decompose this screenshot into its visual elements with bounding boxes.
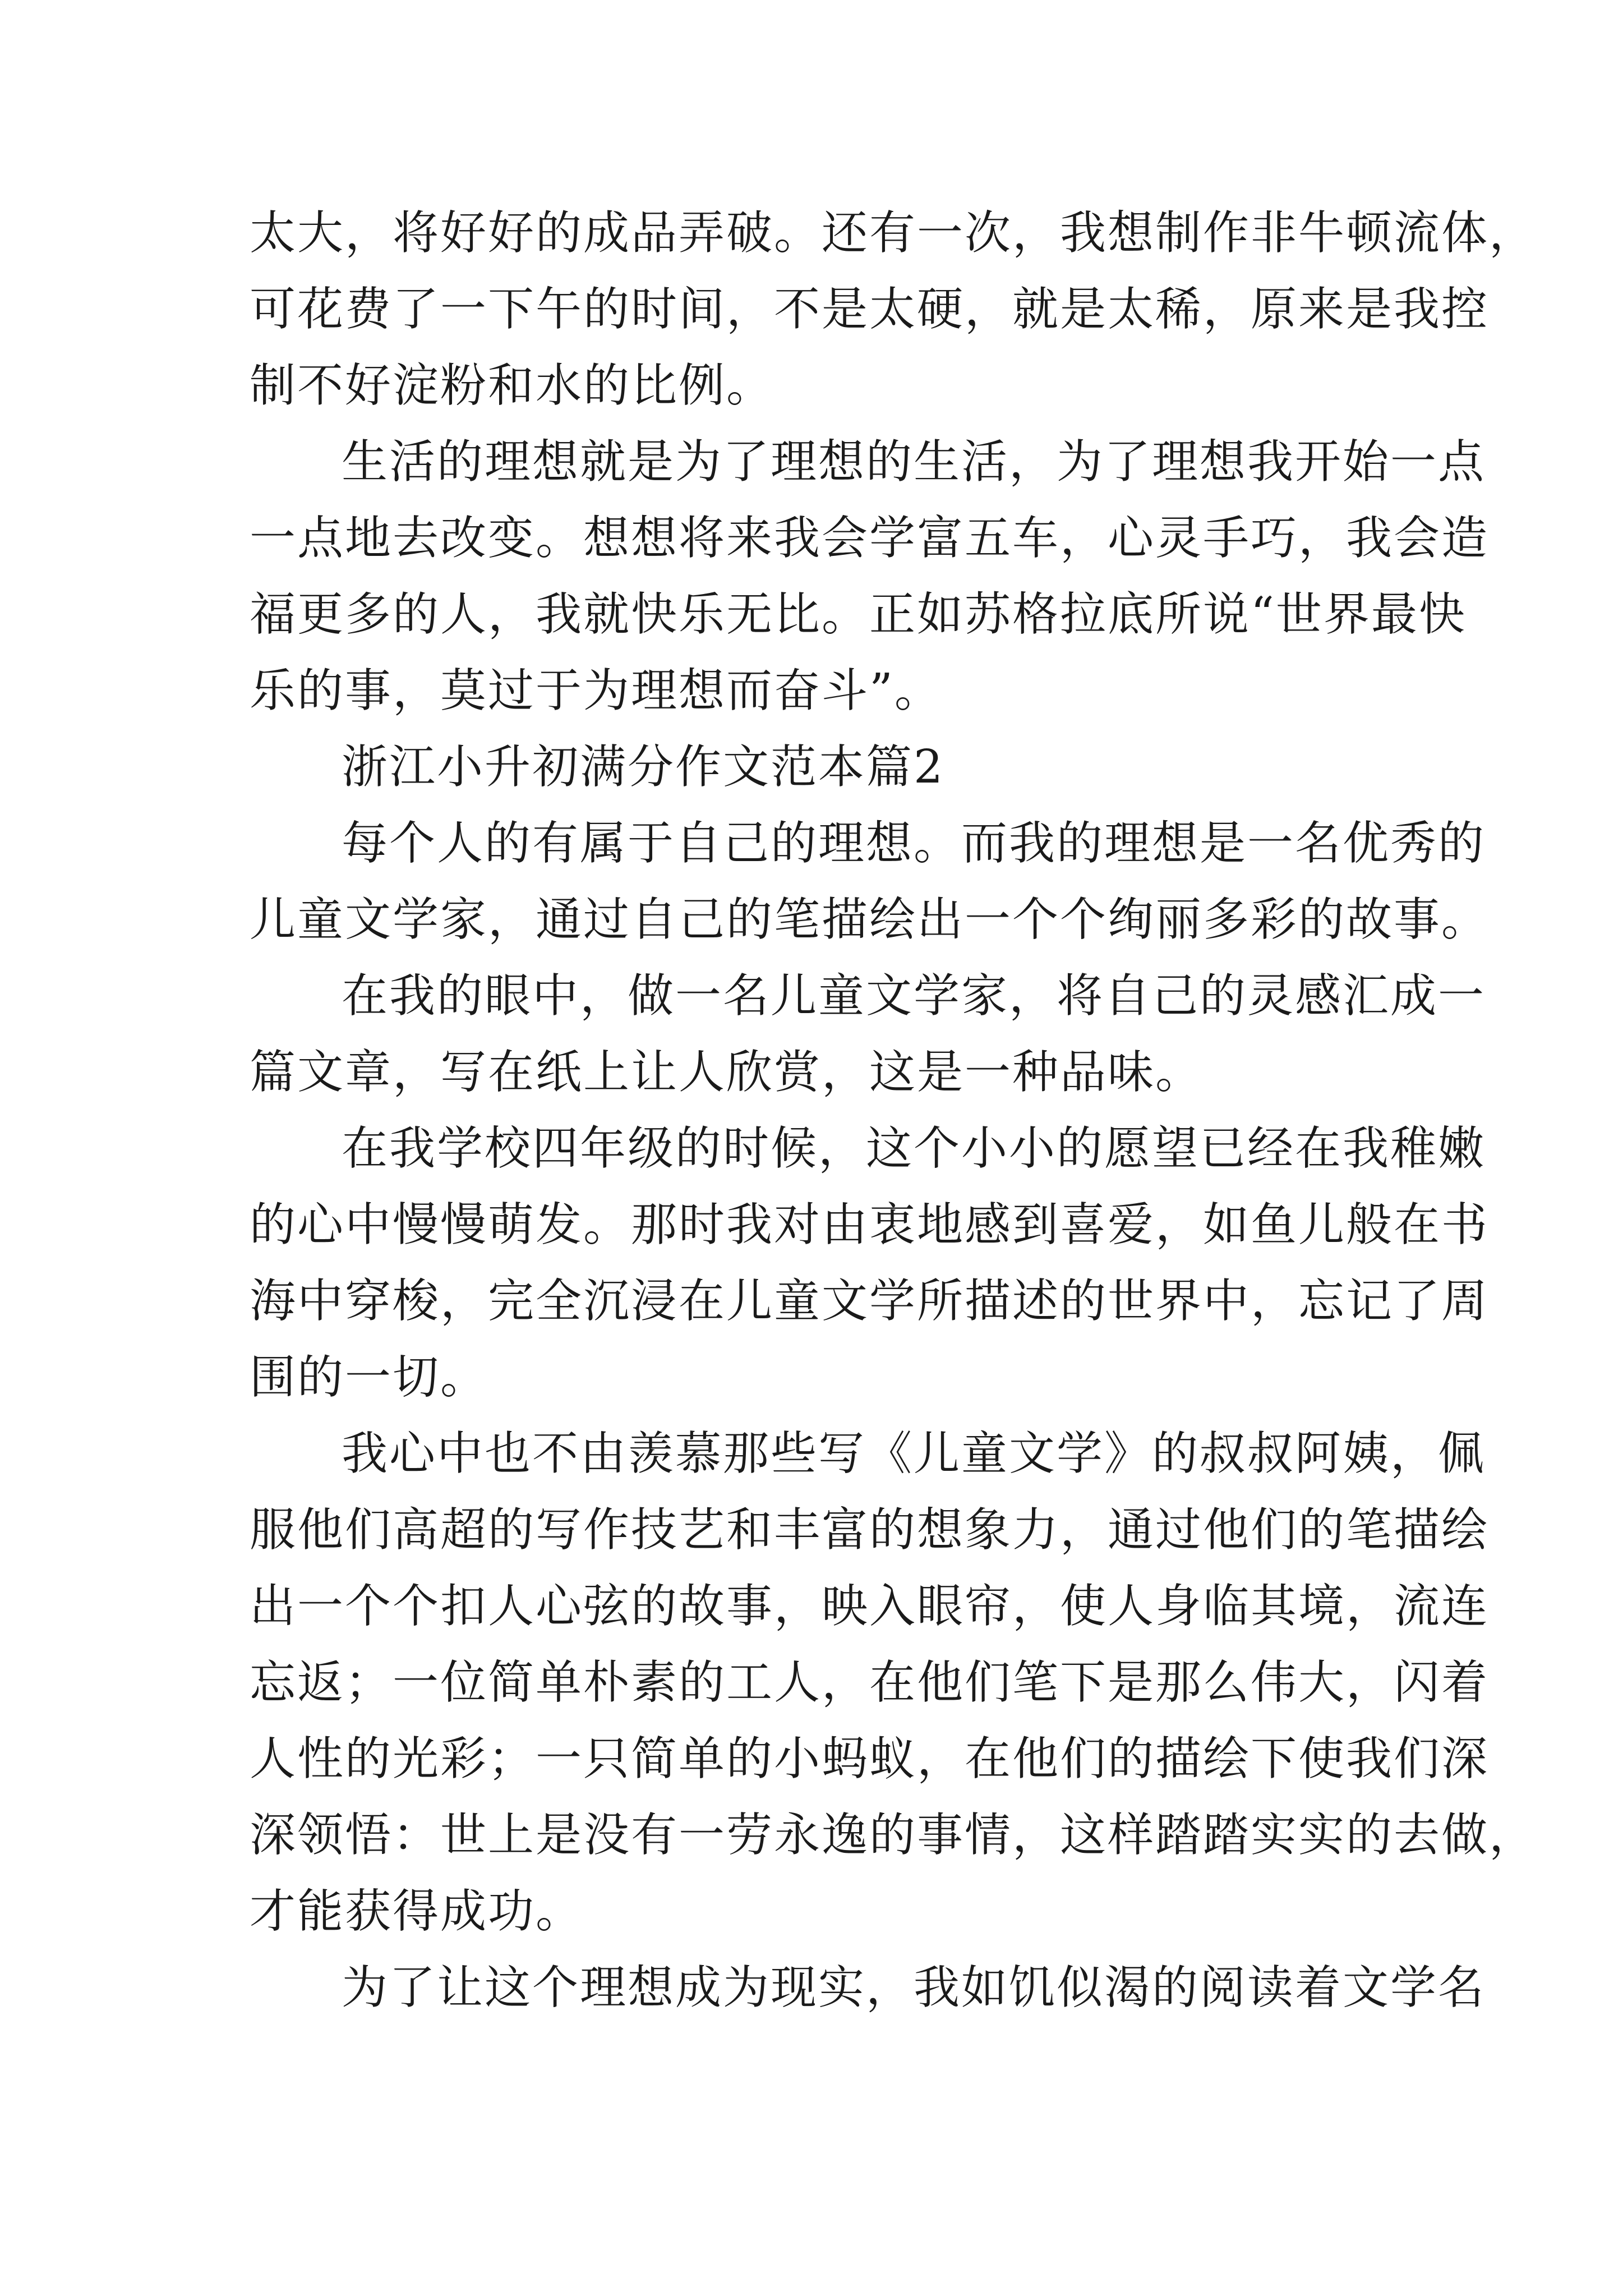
text-line: 为了让这个理想成为现实，我如饥似渴的阅读着文学名 — [342, 1961, 1486, 2014]
text-line: 才能获得成功。 — [250, 1885, 584, 1938]
text-line: 海中穿梭，完全沉浸在儿童文学所描述的世界中，忘记了周 — [250, 1274, 1490, 1328]
text-line: 在我学校四年级的时候，这个小小的愿望已经在我稚嫩 — [342, 1122, 1486, 1175]
text-line: 福更多的人，我就快乐无比。正如苏格拉底所说“世界最快 — [250, 588, 1467, 641]
text-line: 围的一切。 — [250, 1351, 488, 1404]
text-line: 一点地去改变。想想将来我会学富五车，心灵手巧，我会造 — [250, 512, 1490, 565]
text-line: 的心中慢慢萌发。那时我对由衷地感到喜爱，如鱼儿般在书 — [250, 1198, 1490, 1251]
text-line: 篇文章，写在纸上让人欣赏，这是一种品味。 — [250, 1046, 1204, 1099]
text-line: 服他们高超的写作技艺和丰富的想象力，通过他们的笔描绘 — [250, 1503, 1490, 1557]
text-line: 制不好淀粉和水的比例。 — [250, 359, 774, 412]
text-line: 乐的事，莫过于为理想而奋斗”。 — [250, 664, 942, 717]
text-line: 生活的理想就是为了理想的生活，为了理想我开始一点 — [342, 435, 1486, 489]
text-line: 人性的光彩；一只简单的小蚂蚁，在他们的描绘下使我们深 — [250, 1732, 1490, 1786]
section-heading: 浙江小升初满分作文范本篇2 — [342, 740, 945, 794]
text-line: 每个人的有属于自己的理想。而我的理想是一名优秀的 — [342, 817, 1486, 870]
document-body — [250, 195, 1537, 2026]
text-line: 出一个个扣人心弦的故事，映入眼帘，使人身临其境，流连 — [250, 1580, 1490, 1633]
text-line: 深领悟：世上是没有一劳永逸的事情，这样踏踏实实的去做， — [250, 1809, 1537, 1862]
text-line: 我心中也不由羡慕那些写《儿童文学》的叔叔阿姨，佩 — [342, 1427, 1486, 1480]
text-line: 在我的眼中，做一名儿童文学家，将自己的灵感汇成一 — [342, 969, 1486, 1023]
text-line: 儿童文学家，通过自己的笔描绘出一个个绚丽多彩的故事。 — [250, 893, 1490, 946]
text-line: 忘返；一位简单朴素的工人，在他们笔下是那么伟大，闪着 — [250, 1656, 1490, 1709]
text-line: 可花费了一下午的时间，不是太硬，就是太稀，原来是我控 — [250, 283, 1490, 336]
text-line: 太大，将好好的成品弄破。还有一次，我想制作非牛顿流体， — [250, 206, 1537, 260]
